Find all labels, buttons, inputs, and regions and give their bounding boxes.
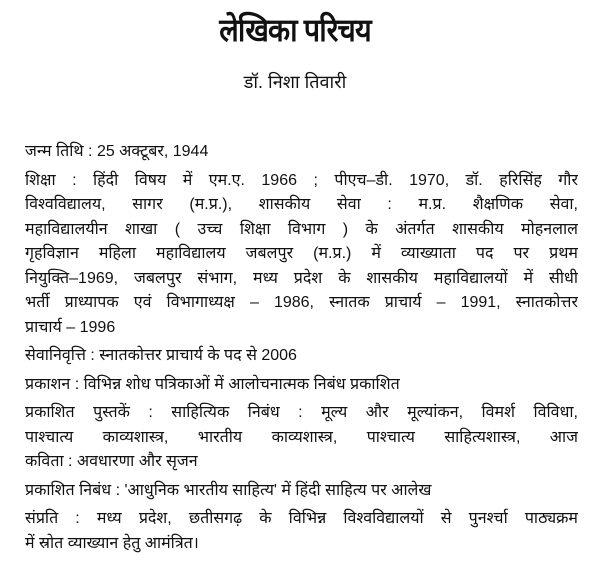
text-line: विश्वविद्यालय, सागर (म.प्र.), शासकीय सेवा : म.प्र. शैक्षणिक सेवा, [25,196,578,213]
text-line: प्रकाशित पुस्तकें : साहित्यिक निबंध : मूल्य और मूल्यांकन, विमर्श विविधा, [25,404,578,421]
paragraph-publications [25,373,578,398]
paragraph-published-books [25,401,578,475]
text-line: में स्रोत व्याख्यान हेतु आमंत्रित। [25,534,199,552]
text-line: प्रकाशित निबंध : 'आधुनिक भारतीय साहित्य' में हिंदी साहित्य पर आलेख [25,481,432,499]
text-line: कविता : अवधारणा और सृजन [25,453,198,470]
paragraph-retirement [25,344,578,369]
paragraph-education [25,169,578,341]
page-title: लेखिका परिचय [219,12,371,48]
paragraph-published-essays [25,479,578,504]
text-line: सेवानिवृत्ति : स्नातकोत्तर प्राचार्य के पद से 2006 [25,347,297,364]
text-line: संप्रति : मध्य प्रदेश, छतीसगढ़ के विभिन्न विश्वविद्यालयों से पुनर्श्चा पाठ्यक्रम [25,510,578,527]
paragraph-birth-date [25,140,578,165]
text-line: प्रकाशन : विभिन्न शोध पत्रिकाओं में आलोचनात्मक निबंध प्रकाशित [25,375,400,393]
text-line: गृहविज्ञान महिला महाविद्यालय जबलपुर (म.प्र.) में व्याख्याता पद पर प्रथम [25,245,578,262]
text-line: महाविद्यालयीन शाखा ( उच्च शिक्षा विभाग ) के अंतर्गत शासकीय मोहनलाल [25,220,578,238]
text-line: नियुक्ति–1969, जबलपुर संभाग, मध्य प्रदेश के शासकीय महाविद्यालयों में सीधी [25,269,578,287]
author-biography [25,140,578,560]
paragraph-current-activity [25,507,578,556]
text-line: भर्ती प्राध्यापक एवं विभागाध्यक्ष – 1986, स्नातक प्राचार्य – 1991, स्नातकोत्तर [25,294,578,311]
text-line: जन्म तिथि : 25 अक्टूबर, 1944 [25,143,209,160]
author-name: डॉ. निशा तिवारी [243,72,347,92]
text-line: शिक्षा : हिंदी विषय में एम.ए. 1966 ; पीएच–डी. 1970, डॉ. हरिसिंह गौर [25,171,578,189]
text-line: पाश्चात्य काव्यशास्त्र, भारतीय काव्यशास्त्र, पाश्चात्य साहित्यशास्त्र, आज [25,428,578,446]
text-line: प्राचार्य – 1996 [25,318,116,336]
